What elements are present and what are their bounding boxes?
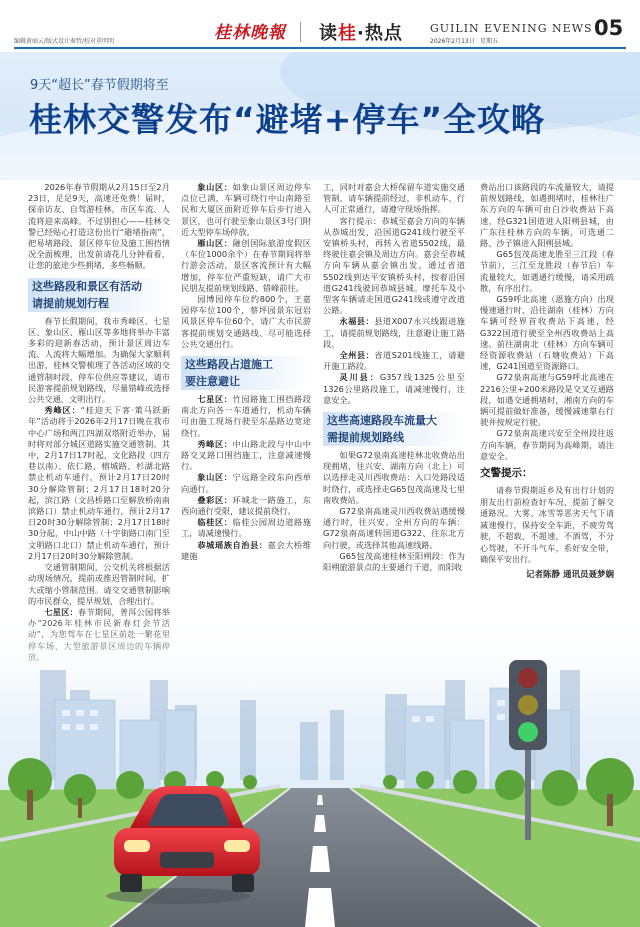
paragraph-text: 融创国际旅游度假区（车位1000余个）在春节期间将举行游会活动，景区客流预计有大幅增加，停车位严重短缺，请广大市民朋友提前规划线路、错峰前往。 <box>181 238 311 293</box>
paragraph-text: 环城北一路施工，东西向通行受限，建议提前绕行。 <box>181 494 311 517</box>
district-label: 象山区： <box>197 472 233 483</box>
paragraph <box>323 316 465 350</box>
paragraph-text: 省道S201线施工，请避开施工路段。 <box>323 350 465 372</box>
district-label: 叠彩区： <box>197 494 233 505</box>
paragraph-text: 如象山景区周边停车点位已满，车辆可绕行中山南路至民和大厦区面附近停车后步行进入景区，也可行驶至象山景区3号门附近大型停车场停放。 <box>181 182 311 237</box>
paragraph-text: “桂迎天下客·策马跃新年”活动将于2026年2月17日晚在我市中心广场和两江四湖双塔附近举办，届时将对部分城区道路实施交通管制。其中，2月17日17时起，文化路段（四方巷以南）、依仁路、榕城路、杉湖北路禁止机动车通行，预计2月17日20时30分解除管制；2月17日18时20分起，滨江路（文昌桥路口至解放桥南南滨路口）禁止机动车通行，预计2月17日20时30分解除管制；2月17日18时30分起，中山中路（十字街路口南门至文明路口北口）禁止机动车通行，预计2月17日20时30分解除管制。 <box>28 405 170 561</box>
district-label: 灵川县： <box>339 372 380 383</box>
masthead-rule <box>14 47 626 49</box>
paragraph: G72泉南高速与G59呼北高速在2216公里+200米路段是交叉互通路段，如遇交通拥堵时，湘南方向的车辆可提前做好准备，缓慢减速靠右行驶并按规定行驶。 <box>480 372 614 428</box>
section-title-main: 读 <box>319 23 338 44</box>
article-column-2 <box>181 182 311 562</box>
section-title-rest: ·热点 <box>357 23 403 44</box>
paragraph: 费站出口该路段的车流量较大，请提前规划路线，如遇拥堵时，桂林往广东方向的车辆可由白沙收费站下高速，经G321国道进入阳朔县城，由广东往桂林方向的车辆，可选通二路、沙子镇进入阳朔县城。 <box>480 182 614 249</box>
paragraph: G65包茂高速龙胜至三江段（春节前），三江至龙胜段（春节后）车流量较大，如遇通行缓慢，请采用疏散，有序出行。 <box>480 249 614 293</box>
paragraph <box>28 405 170 562</box>
paragraph: G59呼北高速（恩施方向）出现慢速通行时，沿往湖南（桂林）方向车辆可经界首收费站下高速，经G322国道行驶至全州西收费站上高速。前往湖南北（桂林）方向车辆可经资源收费站（石塘收费站）下高速，G241国道至资源路口。 <box>480 294 614 372</box>
paragraph <box>181 182 311 238</box>
paragraph: 春节长假期间，我市秀峰区、七星区、象山区、雁山区等多地将举办丰富多彩的迎新春活动，预计景区周边车流、人流将大幅增加。为确保大家顺利出游，桂林交警梳理了各活动区域的交通管制时段，停车位供应等建议，请市民游客提前规划路线，尽量错峰或选择公共交通，文明出行。 <box>28 315 170 405</box>
district-label: 七星区： <box>197 394 233 405</box>
article-column-3 <box>323 182 465 573</box>
headline: 桂林交警发布“避堵+停车”全攻略 <box>29 100 546 139</box>
paragraph: 客行提示：恭城至嘉会方向的车辆从恭城出发，沿国道G241线行驶至平安镇桥头村，再转入省道S502线，最终驶往嘉会镇及周边方向。嘉会至恭城方向车辆从嘉会镇出发，通过省道S502线到达平安镇桥头村，按着沿国道G241线驶回恭城县城。摩托车及小型客车辆请走国道G241线或遵守改道公路。 <box>323 215 465 316</box>
paragraph <box>181 495 311 517</box>
paragraph: G72泉南高速兴安至全州段往返方向车辆，春节期间为高峰期，请注意安全。 <box>480 428 614 461</box>
paragraph-text: 竹园路施工围挡路段南北方向各一车道通行，机动车辆可由施工现场行驶至东晶路边宽途绕行。 <box>181 394 311 438</box>
district-label: 秀峰区： <box>197 438 233 449</box>
tips-heading: 交警提示： <box>480 467 533 480</box>
district-label: 临桂区： <box>197 517 233 528</box>
paragraph-text: 中山路北段与中山中路交叉路口围挡施工，注意减速慢行。 <box>181 438 311 472</box>
district-label: 全州县： <box>339 350 375 361</box>
paragraph <box>323 350 465 372</box>
intro-paragraph: 2026年春节假期从2月15日至2月23日，足足9天，高速还免费！届时，探亲访友、自驾游桂林，市区车流、人流将迎来高峰。不过别担心——桂林交警已经贴心打造这份出行“避堵指南”，把易堵路段、景区停车位及施工围挡情况全面梳理，出发前请花几分钟看看，让您的旅途少些拥堵，多些畅顺。 <box>28 182 170 271</box>
page-number: 05 <box>594 16 624 40</box>
section-heading-line: 这些路段和景区有活动 <box>32 279 142 293</box>
issue-weekday: 星期五 <box>480 38 499 45</box>
paragraph-text: 嘉会大桥维建施 <box>181 539 311 561</box>
issue-date: 2026年2月13日 <box>430 38 475 45</box>
masthead-divider <box>300 22 301 42</box>
section-heading-line: 需提前规划路线 <box>327 431 404 445</box>
paragraph <box>181 540 311 562</box>
district-label: 永福县： <box>339 316 375 327</box>
paragraph: 园博园停车位约800个，王嘉园停车位100个，蔡坪园景东冠岩风景区停车位60个，请广大市民游客提前规划交通路线、尽可能选择公共交通出行。 <box>181 294 311 349</box>
tips-text: 请春节假期返乡及有出行计划的朋友出行前检查好车况，提前了解交通路况。大雾、冰雪等恶劣天气下请减速慢行，保持安全车距，不疲劳驾驶，不超载，不超速，不酒驾，不分心驾驶，不开斗气车，系好安全带，确保平安出行。 <box>480 486 614 565</box>
paragraph: 工，同时对嘉会大桥保留车道实施交通管制，请车辆提前经过，非机动车、行人可正常通行，请遵守现场指挥。 <box>323 182 465 215</box>
editor-credit: 编辑黄丽云/版式设计秦哲/校对莫明明 <box>14 38 115 45</box>
section-title-accent: 桂 <box>338 23 357 44</box>
paragraph: G72泉南高速灵川西收费站遇缓慢通行时，往兴安、全州方向的车辆：G72泉南高速转国道G322、往东北方向行驶，或选择其他高速线路。 <box>323 506 465 550</box>
district-label: 象山区： <box>197 182 233 192</box>
paragraph <box>181 439 311 473</box>
district-label: 秀峰区： <box>44 405 81 416</box>
paragraph <box>181 472 311 494</box>
paragraph <box>181 238 311 294</box>
section-heading-line: 这些路段占道施工 <box>185 358 273 372</box>
paragraph-text: 宁远路全段东向西单向通行。 <box>181 472 311 494</box>
paragraph: 交通管制期间，公交机关将根据活动现场情况，提前或推迟管制时间，扩大或缩小管制范围。请交交通管制影响的市民群众，提早规划，合理出行。 <box>28 562 170 606</box>
paragraph-text: 临桂公园周边道路施工，请减速慢行。 <box>181 517 311 539</box>
article-column-1 <box>28 182 170 663</box>
section-heading-line: 请提前规划行程 <box>32 296 109 310</box>
road-illustration <box>0 610 640 927</box>
article-column-4 <box>480 182 614 581</box>
newspaper-logo: 桂林晚報 <box>214 23 286 43</box>
section-heading-highway <box>323 412 465 446</box>
english-masthead: GUILIN EVENING NEWS <box>430 22 593 35</box>
section-heading-construction <box>181 356 311 390</box>
district-label: 雁山区： <box>197 238 233 249</box>
paragraph: G65包茂高速桂林至阳朔段：作为阳朔旅游景点的主要通行干道，而阳收 <box>323 550 465 573</box>
district-label: 恭城瑶族自治县： <box>197 539 268 550</box>
masthead <box>0 0 640 50</box>
paragraph <box>181 517 311 539</box>
section-heading-line: 这些高速路段车流量大 <box>327 414 437 428</box>
paragraph-text: G357线1325公里至1326公里路段施工，请减速慢行，注意安全。 <box>323 372 465 405</box>
section-title <box>319 19 403 45</box>
subheadline: 9天“超长”春节假期将至 <box>30 78 169 93</box>
paragraph <box>323 372 465 406</box>
road-scene-svg <box>0 610 640 927</box>
section-heading-activities <box>28 278 170 312</box>
byline: 记者陈静 通讯员聂梦娴 <box>526 569 614 580</box>
paragraph-text: 县道X007永兴线跟进施工，请提前规划路线，注意避让施工路段。 <box>323 316 465 349</box>
paragraph: 如果G72泉南高速桂林北收费站出现拥堵，往兴安、湖南方向（北上）可以选择走灵川西收费站：入口处路段适时绕行，或选择走G65包茂高速及七里南收费站。 <box>323 450 465 505</box>
section-heading-line: 要注意避让 <box>185 375 240 389</box>
paragraph <box>181 394 311 439</box>
